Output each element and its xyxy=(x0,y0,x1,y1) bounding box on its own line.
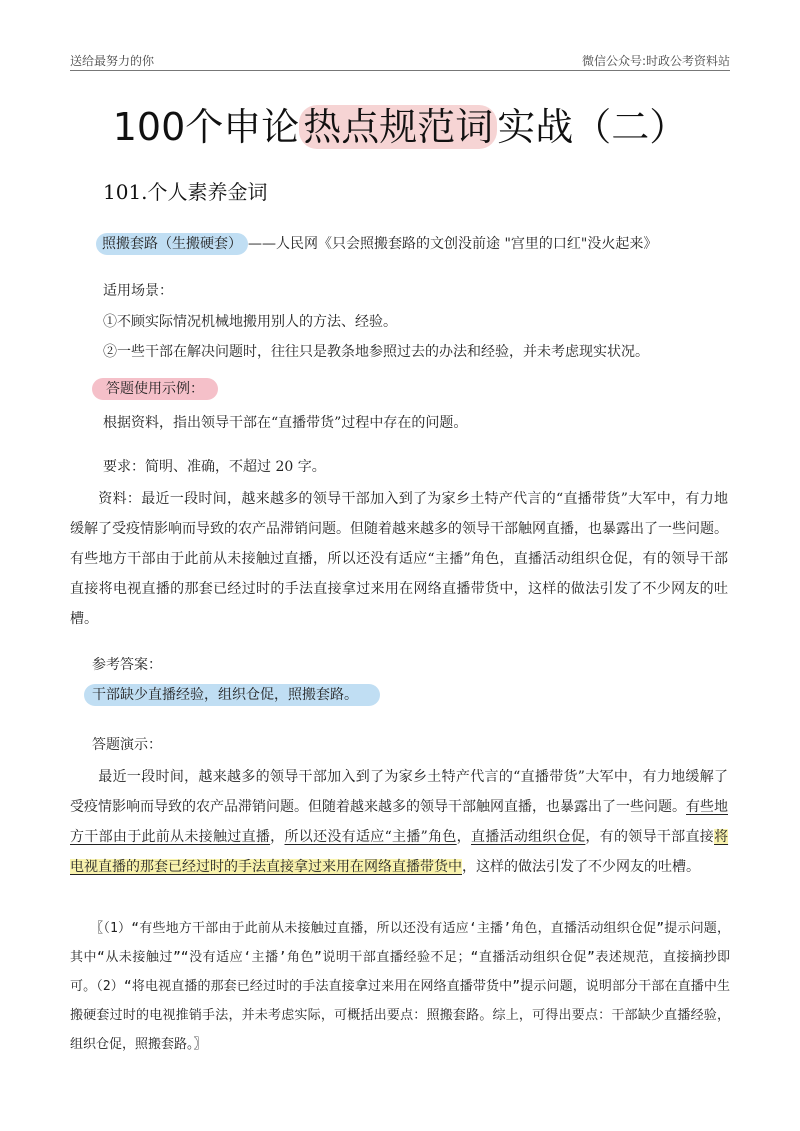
example-label-line xyxy=(92,379,218,399)
term-source: ——人民网《只会照搬套路的文创没前途 "宫里的口红"没火起来》 xyxy=(248,236,658,252)
demo-comma-1: ， xyxy=(270,829,285,845)
demo-highlight: 将电视直播的那套已经过时的手法直接拿过来用在网络直播带货中 xyxy=(70,829,729,875)
demo-comma-2: ， xyxy=(456,829,471,845)
header-left-text: 送给最努力的你 xyxy=(70,54,155,68)
answer-label: 参考答案： xyxy=(92,657,162,673)
answer-line xyxy=(84,685,380,705)
section-heading: 101.个人素养金词 xyxy=(103,180,268,204)
question-text: 根据资料，指出领导干部在“直播带货”过程中存在的问题。 xyxy=(103,415,468,431)
title-highlight: 热点规范词 xyxy=(299,105,497,149)
requirement-text: 要求：简明、准确，不超过 20 字。 xyxy=(103,459,326,475)
demo-label: 答题演示： xyxy=(92,737,162,753)
scenario-item-1: ①不顾实际情况机械地搬用别人的方法、经验。 xyxy=(103,314,397,330)
term-line xyxy=(96,234,657,254)
demo-underline-3: 直播活动组织仓促 xyxy=(470,829,586,845)
example-label: 答题使用示例： xyxy=(92,378,218,400)
scenario-label: 适用场景： xyxy=(103,283,173,299)
analysis-text: 〖（1）“有些地方干部由于此前从未接触过直播，所以还没有适应‘主播’角色，直播活动组织仓促”提示问题，其中“从未接触过”“没有适应‘主播’角色”说明干部直播经验不足；“直播活动组织仓促”表述规范，直接摘抄即可。（2）“将电视直播的那套已经过时的手法直接拿过来用在网络直播带货中”提示问题，说明部分干部在直播中生搬硬套过时的电视推销手法，并未考虑实际，可概括出要点：照搬套路。综上，可得出要点：干部缺少直播经验，组织仓促，照搬套路。〗 xyxy=(70,921,730,1052)
title-suffix: 实战（二） xyxy=(497,105,688,149)
analysis-note xyxy=(70,914,730,1059)
material-paragraph xyxy=(70,484,728,634)
demo-underline-1: 有些地方干部由于此前从未接触过直播 xyxy=(70,799,728,845)
demo-end: ，这样的做法引发了不少网友的吐槽。 xyxy=(462,859,700,875)
demo-paragraph xyxy=(70,762,728,882)
page-title xyxy=(0,96,800,151)
title-prefix: 100个申论 xyxy=(112,105,300,149)
term-word: 照搬套路（生搬硬套） xyxy=(96,233,248,255)
answer-text: 干部缺少直播经验，组织仓促，照搬套路。 xyxy=(84,684,380,706)
demo-underline-2: 所以还没有适应“主播”角色 xyxy=(284,829,457,845)
header-right-text: 微信公众号:时政公考资料站 xyxy=(581,54,730,68)
material-text: 资料：最近一段时间，越来越多的领导干部加入到了为家乡土特产代言的“直播带货”大军中，有力地缓解了受疫情影响而导致的农产品滞销问题。但随着越来越多的领导干部触网直播，也暴露出了一些问题。有些地方干部由于此前从未接触过直播，所以还没有适应“主播”角色，直播活动组织仓促，有的领导干部直接将电视直播的那套已经过时的手法直接拿过来用在网络直播带货中，这样的做法引发了不少网友的吐槽。 xyxy=(70,491,728,627)
page-header xyxy=(70,50,730,71)
scenario-item-2: ②一些干部在解决问题时，往往只是教条地参照过去的办法和经验，并未考虑现实状况。 xyxy=(103,344,649,360)
demo-part1: 最近一段时间，越来越多的领导干部加入到了为家乡土特产代言的“直播带货”大军中，有力地缓解了受疫情影响而导致的农产品滞销问题。但随着越来越多的领导干部触网直播，也暴露出了一些问题。 xyxy=(70,769,728,815)
demo-connector: ，有的领导干部直接 xyxy=(585,829,715,845)
